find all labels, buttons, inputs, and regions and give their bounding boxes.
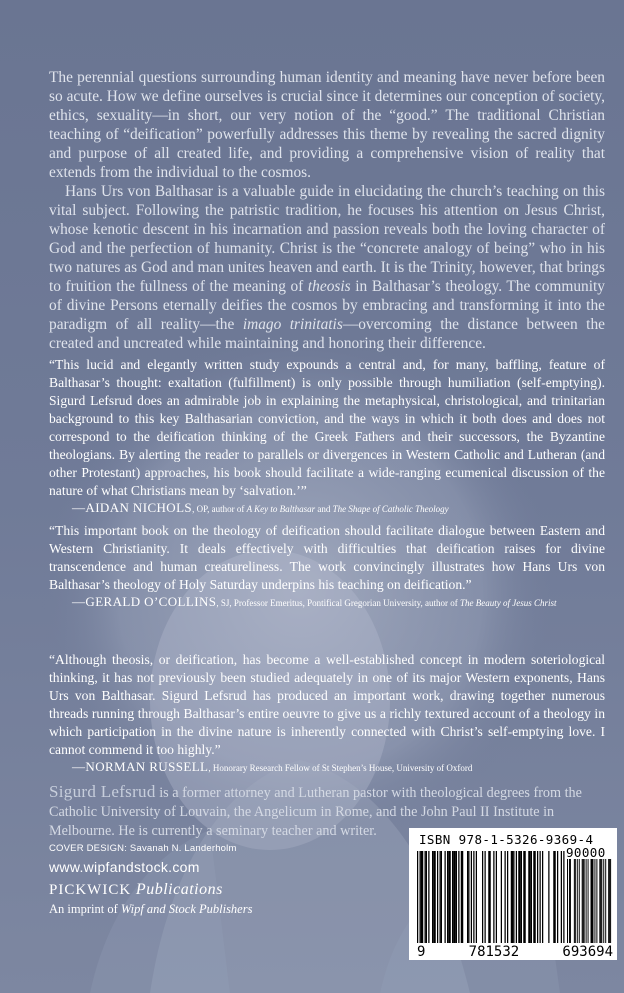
barcode-bar [592,859,593,943]
barcode-bar [468,851,469,943]
barcode-bar [570,859,571,943]
barcode-bar [594,859,595,943]
barcode-bar [586,859,587,943]
barcode-bar [458,851,459,943]
barcode-bar [482,851,483,943]
barcode-bar [561,851,562,943]
endorser-name: —GERALD O’COLLINS [72,594,217,609]
blurb-text: Hans Urs von Balthasar is a valuable guide in elucidating the church’s teaching on this vital subject. Following the patristic tradition, he focuses his attention on Jesus Christ, whose kenotic descent in his incarnation and passion reveals both the loving character of God and the perfection of humanity. Christ is the “concrete analogy of being” who in his two natures as God and man unites heaven and earth. It is the Trinity, however, that brings to fruition the fullness of the meaning of [49,183,605,295]
barcode-bar [501,851,502,943]
barcode-bar [461,851,462,943]
barcode-bar [425,851,426,943]
barcode-bar [447,851,448,943]
barcode-bar [563,851,564,943]
barcode-bar [452,851,453,943]
barcode-bar [496,851,497,943]
endorser-credit: , OP, author of [192,504,245,514]
endorser-conjunction: and [317,504,331,514]
endorsement [49,356,605,517]
barcode-bar [417,851,418,943]
blurb-italic-term: imago trinitatis [242,316,343,333]
barcode-bar [421,851,422,943]
barcode-bar [548,851,549,943]
barcode-bar [505,851,506,943]
barcode-bar [428,851,429,943]
barcode-bar [592,859,593,943]
barcode-bar [591,859,592,943]
barcode-bar [610,859,611,943]
barcode-bar [422,851,423,943]
barcode-bar [432,851,433,943]
barcode-bar [577,859,578,943]
blurb-paragraph [49,182,605,353]
endorsement [49,522,605,611]
barcode-bar [433,851,434,943]
barcode-bar [455,851,456,943]
barcode-bar [557,851,558,943]
endorsement-attribution [72,759,605,776]
barcode-bar [599,859,600,943]
barcode-bar [516,851,517,943]
imprint-prefix: An imprint of [49,902,118,916]
publisher-credits [49,843,252,917]
barcode-bar [450,851,451,943]
barcode-bar [420,851,421,943]
publisher-logo [49,881,252,899]
barcode-digits [417,944,613,960]
barcode-bar [512,851,513,943]
barcode-bar [476,851,477,943]
endorsement-attribution [72,500,605,517]
barcode-bar [531,851,532,943]
barcode-bar [603,859,604,943]
author-bio-text: is a former attorney and Lutheran pastor with theological degrees from the Catholic University of Louvain, the Angelicum in Rome, and the John Paul II Institute in Melbourne. He is currently a seminary teacher and writer. [49,785,582,839]
barcode-bar [555,851,556,943]
barcode-bar [596,859,597,943]
endorser-name: —AIDAN NICHOLS [72,500,193,515]
blurb-text: in Balthasar’s theology. The community of divine Persons eternally deifies the cosmos by embracing and transforming it into the paradigm of all reality—the [49,278,605,333]
barcode-digit-group: 781532 [468,944,520,960]
barcode-bar [540,851,541,943]
barcode-bar [605,859,606,943]
barcode-bar [437,851,438,943]
barcode-bar [507,851,508,943]
isbn-text: ISBN 978-1-5326-9369-4 [419,832,594,847]
barcode-bar [485,851,486,943]
barcode-bar [600,859,601,943]
publisher-website: www.wipfandstock.com [49,859,200,875]
barcode-bar [584,859,585,943]
barcode-bar [601,859,602,943]
endorsement-text: “This lucid and elegantly written study expounds a central and, for many, baffling, feature of Balthasar’s thought: exaltation (fulfillment) is only possible through humiliation (self-emptying). Sigurd Lefsrud does an admirable job in explaining the metaphysical, christological, and trinitarian background to this key Balthasarian conviction, and the ways in which it both does and does not correspond to the deification thinking of the Greek Fathers and their successors, the Byzantine theologians. By alerting the reader to parallels or divergences in Western Catholic and Lutheran (and other Protestant) approaches, his book should facilitate a wide-ranging ecumenical discussion of the nature of what Christians mean by ‘salvation.’” [49,357,605,498]
barcode-bar [537,851,538,943]
endorser-work: The Beauty of Jesus Christ [460,598,557,608]
endorser-work: The Shape of Catholic Theology [332,504,449,514]
barcode-bar [513,851,514,943]
barcode-bar [493,851,494,943]
barcode-bar [520,851,521,943]
barcode-bar [448,851,449,943]
barcode-bar [575,859,576,943]
publisher-name: PICKWICK [49,882,132,898]
barcode-bar [583,859,584,943]
barcode-bar [518,851,519,943]
barcode-bar [553,851,554,943]
barcode-bar [453,851,454,943]
imprint-line [49,902,252,917]
barcode-bar [609,859,610,943]
author-name: Sigurd Lefsrud [49,782,156,801]
barcode-bar [521,851,522,943]
barcode-bar [582,859,583,943]
endorsement-text: “Although theosis, or deification, has become a well-established concept in modern soteriological thinking, it has not previously been studied adequately in one of its major Western exponents, Hans Urs von Balthasar. Sigurd Lefsrud has produced an important work, drawing together numerous threads running through Balthasar’s entire oeuvre to give us a richly textured account of a theology in which participation in the divine nature is inherently connected with Christ’s self-emptying love. I cannot commend it too highly.” [49,652,605,757]
blurb-paragraph: The perennial questions surrounding human identity and meaning have never before been so acute. How we define ourselves is crucial since it determines our conception of society, ethics, sexuality—in short, our very notion of the “good.” The traditional Christian teaching of “deification” powerfully addresses this theme by revealing the sacred dignity and purpose of all created life, and providing a comprehensive vision of reality that extends from the individual to the cosmos. [49,69,605,181]
price-code: 90000 [566,845,606,860]
barcode-bar [467,851,468,943]
barcode-bar [542,851,543,943]
blurb-text: —overcoming the distance between the created and uncreated while maintaining and honoring their difference. [49,316,605,352]
barcode-bar [441,851,442,943]
endorsement-attribution [72,594,605,611]
barcode-bar [511,851,512,943]
barcode-bar [523,851,524,943]
barcode-bar [471,851,472,943]
barcode-bar [435,851,436,943]
barcode-bar [530,851,531,943]
endorser-credit: , Honorary Research Fellow of St Stephen’s House, University of Oxford [208,763,473,773]
barcode-bar [535,851,536,943]
publisher-name-italic: Publications [135,881,223,898]
barcode-bar [462,851,463,943]
barcode-bar [525,851,526,943]
barcode-bar [567,859,568,943]
barcode-bar [490,851,491,943]
barcode-bar [473,851,474,943]
barcode-bar [528,851,529,943]
endorser-name: —NORMAN RUSSELL [72,759,209,774]
endorser-credit: , SJ, Professor Emeritus, Pontifical Gregorian University, author of [216,598,458,608]
barcode-bar [456,851,457,943]
barcode-bar [533,851,534,943]
barcode-bar [588,859,589,943]
barcode-bar [579,859,580,943]
endorser-work: A Key to Balthasar [246,504,316,514]
barcode-bars [417,847,613,943]
barcode-digit-group: 693694 [562,944,613,960]
barcode-bar [608,859,609,943]
blurb-italic-term: theosis [307,278,351,295]
imprint-name: Wipf and Stock Publishers [120,902,253,916]
barcode-bar [445,851,446,943]
barcode-digit-group: 9 [417,944,426,960]
cover-design-credit: COVER DESIGN: Savanah N. Landerholm [49,843,237,854]
barcode-bar [488,851,489,943]
barcode-bar [426,851,427,943]
barcode-bar [440,851,441,943]
endorsement [49,651,605,776]
barcode-bar [574,859,575,943]
barcode-bar [569,859,570,943]
isbn-barcode [409,828,617,960]
endorsement-text: “This important book on the theology of deification should facilitate dialogue between Eastern and Western Christianity. It deals effectively with difficulties that deification raises for divine transcendence and human creatureliness. The work convincingly illustrates how Hans Urs von Balthasar’s theology of Holy Saturday underpins his teaching on deification.” [49,523,605,592]
back-cover-blurb [49,68,605,353]
